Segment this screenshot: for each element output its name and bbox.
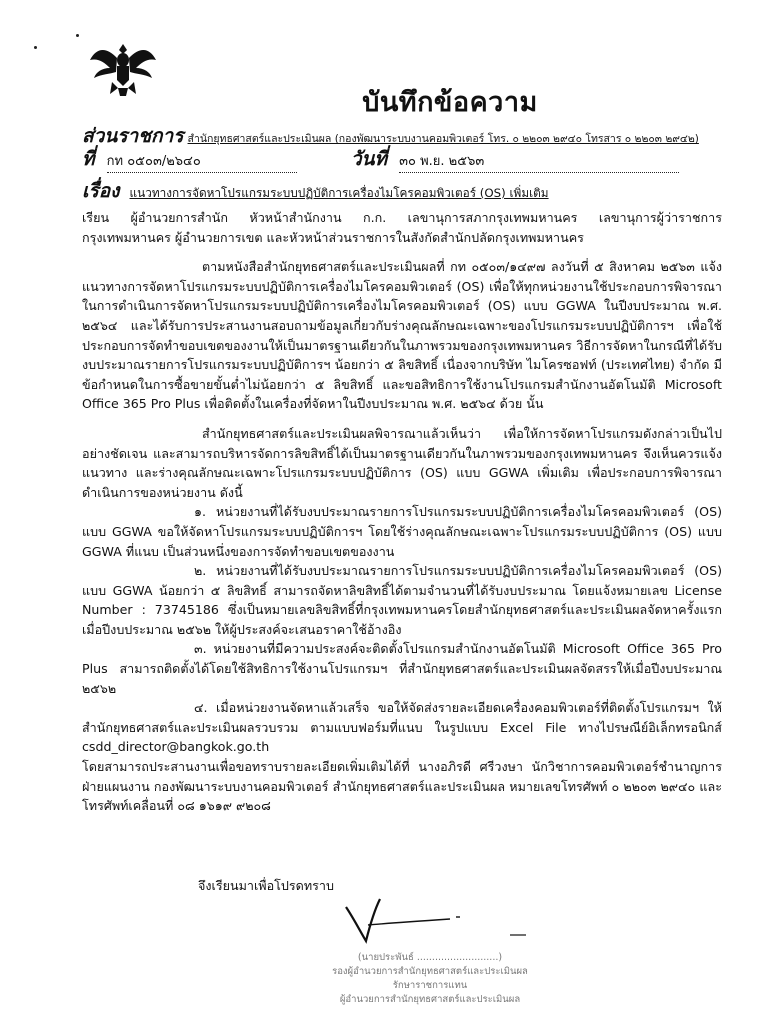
scan-speck xyxy=(76,34,79,37)
memo-title: บันทึกข้อความ xyxy=(362,87,538,118)
paragraph-reference: ตามหนังสือสำนักยุทธศาสตร์และประเมินผลที่ กท ๐๕๐๓/๑๔๙๗ ลงวันที่ ๕ สิงหาคม ๒๕๖๓ แจ้งแนวทางการจัดหาโปรแกรมระบบปฏิบัติการเครื่องไมโครคอมพิวเตอร์ (OS) เพื่อให้ทุกหน่วยงานใช้ประกอบการพิจารณาในการดำเนินการจัดหาโปรแกรมระบบปฏิบัติการเครื่องไมโครคอมพิวเตอร์ (OS) แบบ GGWA ในปีงบประมาณ พ.ศ. ๒๕๖๔ และได้รับการประสานงานสอบถามข้อมูลเกี่ยวกับร่างคุณลักษณะเฉพาะของโปรแกรมระบบปฏิบัติการฯ เพื่อใช้ประกอบการจัดทำขอบเขตของงานให้เป็นมาตรฐานเดียวกันในภาพรวมของกรุงเทพมหานคร วิธีการจัดหาในกรณีที่ได้รับงบประมาณรายการโปรแกรมระบบปฏิบัติการฯ น้อยกว่า ๕ ลิขสิทธิ์ เนื่องจากบริษัท ไมโครซอฟท์ (ประเทศไทย) จำกัด มีข้อกำหนดในการซื้อขายขั้นต่ำไม่น้อยกว่า ๕ ลิขสิทธิ์ และขอสิทธิการใช้งานโปรแกรมสำนักงานอัตโนมัติ Microsoft Office 365 Pro Plus เพื่อติดตั้งในเครื่องที่จัดหาในปีงบประมาณ พ.ศ. ๒๕๖๔ ด้วย นั้น xyxy=(82,259,722,412)
memo-body xyxy=(82,208,722,816)
paragraph-consideration: สำนักยุทธศาสตร์และประเมินผลพิจารณาแล้วเห็นว่า เพื่อให้การจัดหาโปรแกรมดังกล่าวเป็นไปอย่างชัดเจน และสามารถบริหารจัดการลิขสิทธิ์ได้เป็นมาตรฐานเดียวกันในภาพรวมของกรุงเทพมหานคร จึงเห็นควรแจ้งแนวทาง และร่างคุณลักษณะเฉพาะโปรแกรมระบบปฏิบัติการ (OS) แบบ GGWA เพิ่มเติม เพื่อประกอบการพิจารณาดำเนินการของหน่วยงาน ดังนี้ xyxy=(82,425,722,500)
scan-speck xyxy=(34,46,37,49)
signature-block xyxy=(270,895,590,1020)
signer-acting-position: ผู้อำนวยการสำนักยุทธศาสตร์และประเมินผล xyxy=(339,994,521,1005)
item-1: ๑. หน่วยงานที่ได้รับงบประมาณรายการโปรแกรมระบบปฏิบัติการเครื่องไมโครคอมพิวเตอร์ (OS) แบบ GGWA ขอให้จัดหาโปรแกรมระบบปฏิบัติการฯ โดยใช้ร่างคุณลักษณะเฉพาะโปรแกรมระบบปฏิบัติการ (OS) แบบ GGWA ที่แนบ เป็นส่วนหนึ่งของการจัดทำขอบเขตของงาน xyxy=(82,504,722,559)
agency-label: ส่วนราชการ xyxy=(82,125,184,147)
ref-value: กท ๐๕๐๓/๒๖๔๐ xyxy=(107,150,297,173)
item-4: ๔. เมื่อหน่วยงานจัดหาแล้วเสร็จ ขอให้จัดส่งรายละเอียดเครื่องคอมพิวเตอร์ที่ติดตั้งโปรแกรมฯ ให้สำนักยุทธศาสตร์และประเมินผลรวบรวม ตามแบบฟอร์มที่แนบ ในรูปแบบ Excel File ทางไปรษณีย์อิเล็กทรอนิกส์ csdd_director@bangkok.go.th xyxy=(82,700,722,755)
closing-text: จึงเรียนมาเพื่อโปรดทราบ xyxy=(198,878,334,893)
subject-label: เรื่อง xyxy=(82,180,120,202)
item-2: ๒. หน่วยงานที่ได้รับงบประมาณรายการโปรแกรมระบบปฏิบัติการเครื่องไมโครคอมพิวเตอร์ (OS) แบบ GGWA น้อยกว่า ๕ ลิขสิทธิ์ สามารถจัดหาลิขสิทธิ์ได้ตามจำนวนที่ได้รับงบประมาณ โดยแจ้งหมายเลข License Number : 73745186 ซึ่งเป็นหมายเลขลิขสิทธิ์ที่กรุงเทพมหานครโดยสำนักยุทธศาสตร์และประเมินผลจัดหาครั้งแรกเมื่อปีงบประมาณ ๒๕๖๒ ให้ผู้ประสงค์จะเสนอราคาใช้อ้างอิง xyxy=(82,563,722,637)
handwritten-signature-icon xyxy=(270,895,590,947)
salutation: เรียน ผู้อำนวยการสำนัก หัวหน้าสำนักงาน ก.ก. เลขานุการสภากรุงเทพมหานคร เลขานุการผู้ว่าราชการกรุงเทพมหานคร ผู้อำนวยการเขต และหัวหน้าส่วนราชการในสังกัดสำนักปลัดกรุงเทพมหานคร xyxy=(82,210,722,245)
signer-acting: รักษาราชการแทน xyxy=(392,980,468,991)
subject-row xyxy=(82,176,732,206)
contact-paragraph: โดยสามารถประสานงานเพื่อขอทราบรายละเอียดเพิ่มเติมได้ที่ นางอภิรดี ศรีวงษา นักวิชาการคอมพิวเตอร์ชำนาญการ ฝ่ายแผนงาน กองพัฒนาระบบงานคอมพิวเตอร์ สำนักยุทธศาสตร์และประเมินผล หมายเลขโทรศัพท์ ๐ ๒๒๐๓ ๒๙๔๐ และโทรศัพท์เคลื่อนที่ ๐๘ ๑๖๑๙ ๙๒๐๘ xyxy=(82,759,722,814)
ref-date-row xyxy=(82,144,732,174)
garuda-emblem-icon xyxy=(88,38,158,98)
item-3: ๓. หน่วยงานที่มีความประสงค์จะติดตั้งโปรแกรมสำนักงานอัตโนมัติ Microsoft Office 365 Pro Plus สามารถติดตั้งได้โดยใช้สิทธิการใช้งานโปรแกรมฯ ที่สำนักยุทธศาสตร์และประเมินผลจัดสรรให้เมื่อปีงบประมาณ ๒๕๖๒ xyxy=(82,641,722,696)
signer-position: รองผู้อำนวยการสำนักยุทธศาสตร์และประเมินผล xyxy=(332,966,528,977)
date-value: ๓๐ พ.ย. ๒๕๖๓ xyxy=(399,150,679,173)
date-label: วันที่ xyxy=(350,148,387,170)
ref-label: ที่ xyxy=(82,148,95,170)
agency-value: สำนักยุทธศาสตร์และประเมินผล (กองพัฒนาระบบงานคอมพิวเตอร์ โทร. ๐ ๒๒๐๓ ๒๙๔๐ โทรสาร ๐ ๒๒๐๓ ๒๙๔๒) xyxy=(187,133,699,145)
subject-value: แนวทางการจัดหาโปรแกรมระบบปฏิบัติการเครื่องไมโครคอมพิวเตอร์ (OS) เพิ่มเติม xyxy=(129,186,549,200)
signer-name: (นายประพันธ์ ...........................) xyxy=(357,952,503,963)
